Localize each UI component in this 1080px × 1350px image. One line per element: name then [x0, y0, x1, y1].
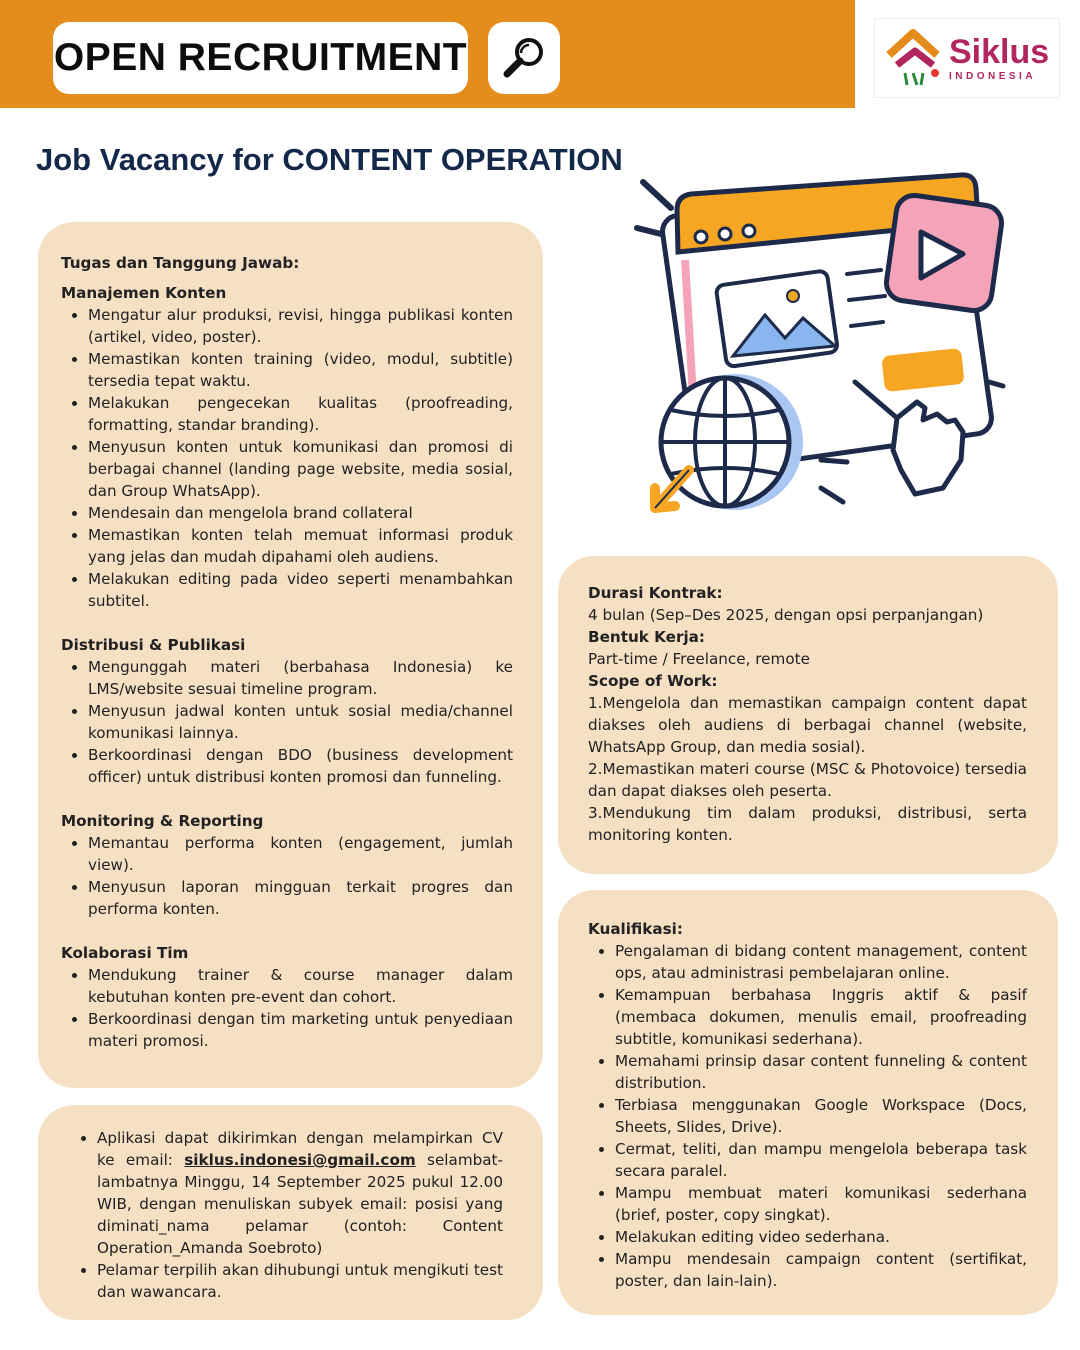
scope-label: Scope of Work:	[588, 672, 718, 690]
duration-value: 4 bulan (Sep–Des 2025, dengan opsi perpanjangan)	[588, 606, 984, 624]
qualification-item: • Pengalaman di bidang content management, content ops, atau administrasi pembelajaran online.	[615, 940, 1027, 984]
duties-card	[38, 222, 543, 1088]
scope-item: 1.Mengelola dan memastikan campaign content dapat diakses oleh audiens di berbagai channel (website, WhatsApp Group, dan media sosial).	[588, 694, 1027, 756]
duration-label: Durasi Kontrak:	[588, 584, 723, 602]
duty-item: • Berkoordinasi dengan BDO (business development officer) untuk distribusi konten promosi dan funneling.	[88, 744, 513, 788]
search-button[interactable]	[488, 22, 560, 94]
logo-sub: INDONESIA	[949, 70, 1037, 82]
duty-item: • Melakukan pengecekan kualitas (proofreading, formatting, standar branding).	[88, 392, 513, 436]
apply-instructions: • Aplikasi dapat dikirimkan dengan melampirkan CV ke email: siklus.indonesi@gmail.com selambat-lambatnya Minggu, 14 September 2025 pukul 12.00 WIB, dengan menuliskan subyek email: posisi yang diminati_nama pelamar (contoh: Content Operation_Amanda Soebroto)	[97, 1127, 503, 1259]
duty-list	[61, 964, 513, 1052]
qualification-item: • Cermat, teliti, dan mampu mengelola beberapa task secara paralel.	[615, 1138, 1027, 1182]
brand-logo	[874, 18, 1060, 98]
apply-followup: • Pelamar terpilih akan dihubungi untuk mengikuti test dan wawancara.	[97, 1259, 503, 1303]
house-logo-icon	[883, 25, 947, 91]
duty-item: • Mengunggah materi (berbahasa Indonesia) ke LMS/website sesuai timeline program.	[88, 656, 513, 700]
email-link[interactable]: siklus.indonesi@gmail.com	[184, 1151, 416, 1169]
qualification-item: • Mampu mendesain campaign content (sertifikat, poster, dan lain-lain).	[615, 1248, 1027, 1292]
duty-item: • Menyusun laporan mingguan terkait progres dan performa konten.	[88, 876, 513, 920]
duty-list	[61, 656, 513, 788]
qualification-item: • Memahami prinsip dasar content funneling & content distribution.	[615, 1050, 1027, 1094]
work-form-label: Bentuk Kerja:	[588, 628, 705, 646]
duty-section-title: Distribusi & Publikasi	[61, 636, 246, 654]
qualification-item: • Melakukan editing video sederhana.	[615, 1226, 1027, 1248]
duty-item: • Menyusun jadwal konten untuk sosial media/channel komunikasi lainnya.	[88, 700, 513, 744]
duty-item: • Melakukan editing pada video seperti menambahkan subtitel.	[88, 568, 513, 612]
qualification-item: • Kemampuan berbahasa Inggris aktif & pasif (membaca dokumen, menulis email, proofreading subtitle, komunikasi sederhana).	[615, 984, 1027, 1050]
qualification-item: • Terbiasa menggunakan Google Workspace (Docs, Sheets, Slides, Drive).	[615, 1094, 1027, 1138]
magnifier-icon	[501, 35, 547, 81]
apply-list	[70, 1127, 503, 1303]
page-title: OPEN RECRUITMENT	[53, 22, 468, 94]
qualification-item: • Mampu membuat materi komunikasi sederhana (brief, poster, copy singkat).	[615, 1182, 1027, 1226]
duty-item: • Mengatur alur produksi, revisi, hingga publikasi konten (artikel, video, poster).	[88, 304, 513, 348]
qualifications-card	[558, 890, 1058, 1315]
duty-item: • Memastikan konten training (video, modul, subtitle) tersedia tepat waktu.	[88, 348, 513, 392]
web-content-illustration	[625, 170, 1010, 515]
scope-item: 2.Memastikan materi course (MSC & Photovoice) tersedia dan dapat diakses oleh peserta.	[588, 760, 1027, 800]
globe-icon	[661, 374, 803, 510]
apply-card	[38, 1105, 543, 1320]
duty-item: • Memantau performa konten (engagement, jumlah view).	[88, 832, 513, 876]
scope-list	[588, 692, 1027, 846]
duty-list	[61, 832, 513, 920]
duty-item: • Berkoordinasi dengan tim marketing untuk penyediaan materi promosi.	[88, 1008, 513, 1052]
duty-item: • Mendukung trainer & course manager dalam kebutuhan konten pre-event dan cohort.	[88, 964, 513, 1008]
duty-section-title: Kolaborasi Tim	[61, 944, 189, 962]
qualifications-list	[588, 940, 1027, 1292]
job-headline: Job Vacancy for CONTENT OPERATION	[36, 142, 623, 177]
duties-heading: Tugas dan Tanggung Jawab:	[61, 254, 300, 272]
duty-section-title: Manajemen Konten	[61, 284, 227, 302]
logo-word: Siklus	[949, 32, 1050, 71]
scope-item: 3.Mendukung tim dalam produksi, distribusi, serta monitoring konten.	[588, 804, 1027, 844]
play-video-icon	[884, 193, 1004, 313]
duty-item: • Memastikan konten telah memuat informasi produk yang jelas dan mudah dipahami oleh audiens.	[88, 524, 513, 568]
duty-section-title: Monitoring & Reporting	[61, 812, 264, 830]
duty-list	[61, 304, 513, 612]
duty-item: • Menyusun konten untuk komunikasi dan promosi di berbagai channel (landing page website, media sosial, dan Group WhatsApp).	[88, 436, 513, 502]
qualifications-heading: Kualifikasi:	[588, 920, 683, 938]
contract-card	[558, 556, 1058, 874]
duties-sections	[61, 282, 513, 1052]
duty-item: • Mendesain dan mengelola brand collateral	[88, 502, 513, 524]
work-form-value: Part-time / Freelance, remote	[588, 650, 810, 668]
